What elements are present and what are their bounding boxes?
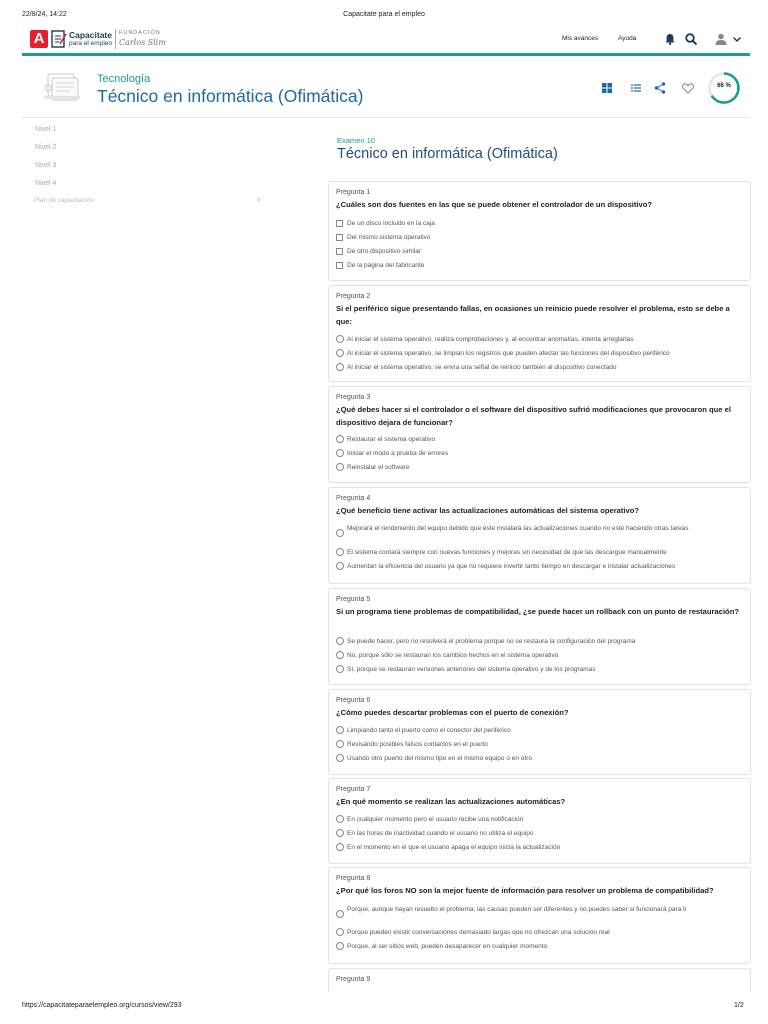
- question-text: ¿Cómo puedes descartar problemas con el puerto de conexión?: [336, 708, 569, 717]
- sidebar-item-level-3[interactable]: Nivel 3: [35, 162, 57, 169]
- foundation-label: FUNDACIÓN: [119, 30, 161, 36]
- radio-button[interactable]: [336, 726, 344, 734]
- answer-option[interactable]: Del mismo sistema operativo: [336, 233, 744, 243]
- brand-name: Capacitate: [69, 30, 112, 40]
- radio-button[interactable]: [336, 449, 344, 457]
- radio-button[interactable]: [336, 815, 344, 823]
- answer-option[interactable]: De la página del fabricante: [336, 261, 744, 271]
- question-number: Pregunta 3: [336, 394, 371, 401]
- help-link[interactable]: Ayuda: [618, 35, 637, 42]
- radio-button[interactable]: [336, 928, 344, 936]
- question-text: Si el periférico sigue presentando fallas, en ocasiones un reinicio puede resolver el problema, esto se debe a que:: [336, 304, 730, 326]
- question-card: [328, 968, 751, 992]
- question-number: Pregunta 8: [336, 875, 371, 882]
- answer-option[interactable]: Reinstalar el software: [336, 463, 744, 473]
- radio-button[interactable]: [336, 651, 344, 659]
- question-text: Si un programa tiene problemas de compatibilidad, ¿se puede hacer un rollback con un punto de restauración?: [336, 607, 739, 616]
- checkbox[interactable]: [336, 220, 343, 227]
- radio-button[interactable]: [336, 942, 344, 950]
- radio-button[interactable]: [336, 910, 344, 918]
- question-text: ¿Por qué los foros NO son la mejor fuente de información para resolver un problema de compatibilidad?: [336, 886, 714, 895]
- sidebar-item-level-1[interactable]: Nivel 1: [35, 126, 57, 133]
- checkbox[interactable]: [336, 248, 343, 255]
- question-text: ¿Qué beneficio tiene activar las actualizaciones automáticas del sistema operativo?: [336, 506, 640, 515]
- course-header: [22, 64, 750, 118]
- question-card: [328, 588, 751, 685]
- answer-option[interactable]: Revisando posibles falsos contactos en el puerto: [336, 740, 744, 750]
- answer-option[interactable]: En las horas de inactividad cuando el usuario no utiliza el equipo: [336, 829, 744, 839]
- user-icon[interactable]: [714, 32, 728, 46]
- grid-view-icon[interactable]: [600, 81, 614, 95]
- answer-option[interactable]: Aumentan la eficiencia del usuario ya que no requiere invertir tanto tiempo en descargar e instalar actualizaciones: [336, 562, 744, 572]
- print-page-number: 1/2: [734, 1002, 744, 1009]
- answer-option[interactable]: Al iniciar el sistema operativo, se envía una señal de reinicio también al dispositivo conectado: [336, 363, 744, 373]
- question-number: Pregunta 9: [336, 976, 371, 983]
- print-header: [0, 11, 768, 23]
- print-date: 22/8/24, 14:22: [22, 11, 67, 18]
- answer-option[interactable]: Sí, porque se restauran versiones anteriores del sistema operativo y de los programas: [336, 665, 744, 675]
- checkbox[interactable]: [336, 262, 343, 269]
- question-text: ¿Cuáles son dos fuentes en las que se puede obtener el controlador de un dispositivo?: [336, 200, 653, 209]
- question-card: [328, 867, 751, 964]
- radio-button[interactable]: [336, 843, 344, 851]
- question-card: [328, 778, 751, 864]
- answer-option[interactable]: Porque, al ser sitios web, pueden desaparecer en cualquier momento: [336, 942, 744, 952]
- question-number: Pregunta 4: [336, 495, 371, 502]
- sidebar-item-level-2[interactable]: Nivel 2: [35, 144, 57, 151]
- bell-icon[interactable]: [663, 32, 677, 46]
- radio-button[interactable]: [336, 363, 344, 371]
- document-icon: [51, 30, 67, 48]
- header-accent-bar: [22, 53, 750, 56]
- answer-option[interactable]: Usando otro puerto del mismo tipo en el mismo equipo o en otro: [336, 754, 744, 764]
- question-number: Pregunta 7: [336, 786, 371, 793]
- question-card: [328, 689, 751, 775]
- radio-button[interactable]: [336, 829, 344, 837]
- question-number: Pregunta 1: [336, 189, 371, 196]
- radio-button[interactable]: [336, 637, 344, 645]
- radio-button[interactable]: [336, 562, 344, 570]
- answer-option[interactable]: De un disco incluido en la caja: [336, 219, 744, 229]
- answer-option[interactable]: Al iniciar el sistema operativo, realiza comprobaciones y, al encontrar anomalías, intenta arreglarlas: [336, 335, 744, 345]
- course-title: Técnico en informática (Ofimática): [97, 86, 364, 106]
- question-text: ¿En qué momento se realizan las actualizaciones automáticas?: [336, 797, 566, 806]
- share-icon[interactable]: [653, 81, 667, 95]
- answer-option[interactable]: En cualquier momento pero el usuario recibe una notificación: [336, 815, 744, 825]
- answer-option[interactable]: Limpiando tanto el puerto como el conector del periférico: [336, 726, 744, 736]
- course-category: Tecnología: [97, 73, 151, 85]
- list-view-icon[interactable]: [629, 81, 643, 95]
- heart-icon[interactable]: [681, 81, 695, 95]
- exam-title: Técnico en informática (Ofimática): [337, 146, 558, 162]
- answer-option[interactable]: En el momento en el que el usuario apaga el equipo inicia la actualización: [336, 843, 744, 853]
- chevron-down-icon[interactable]: [730, 32, 744, 46]
- top-navbar: [22, 26, 750, 54]
- question-text: ¿Qué debes hacer si el controlador o el software del dispositivo sufrió modificaciones que provocaron que el dispositivo dejara de funcionar?: [336, 405, 731, 427]
- answer-option[interactable]: Porque pueden existir conversaciones demasiado largas que no ofrezcan una solución real: [336, 928, 744, 938]
- radio-button[interactable]: [336, 665, 344, 673]
- answer-option[interactable]: Mejorará el rendimiento del equipo debido que éste instalará las actualizaciones cuando no esté haciendo otras tareas: [336, 524, 744, 534]
- answer-option[interactable]: Al iniciar el sistema operativo, se limpian los registros que pueden afectar las funciones del dispositivo periférico: [336, 349, 744, 359]
- question-number: Pregunta 5: [336, 596, 371, 603]
- print-url: https://capacitateparaelempleo.org/cursos/view/293: [22, 1002, 182, 1009]
- brand-logo[interactable]: A: [30, 30, 48, 48]
- question-number: Pregunta 6: [336, 697, 371, 704]
- exam-label: Examen 10: [337, 136, 375, 145]
- course-header-divider: [22, 117, 750, 118]
- checkbox[interactable]: [336, 234, 343, 241]
- answer-option[interactable]: Porque, aunque hayan resuelto el problema, las causas pueden ser diferentes y no puedes saber si funcionará para ti: [336, 905, 744, 915]
- radio-button[interactable]: [336, 463, 344, 471]
- answer-option[interactable]: De otro dispositivo similar: [336, 247, 744, 257]
- chevron-right-icon[interactable]: ›: [257, 194, 261, 205]
- answer-option[interactable]: Se puede hacer, pero no resolverá el problema porque no se restaura la configuración del programa: [336, 637, 744, 647]
- radio-button[interactable]: [336, 740, 344, 748]
- question-card: [328, 487, 751, 584]
- question-card: [328, 386, 751, 483]
- course-illustration-icon: [42, 70, 82, 108]
- sidebar-item-training-plan[interactable]: Plan de capacitación: [34, 197, 94, 204]
- answer-option[interactable]: El sistema contará siempre con nuevas funciones y mejoras sin necesidad de que las descargue manualmente: [336, 548, 744, 558]
- radio-button[interactable]: [336, 435, 344, 443]
- course-progress-label: 66 %: [717, 83, 731, 89]
- question-number: Pregunta 2: [336, 293, 371, 300]
- logo-divider: [115, 29, 116, 49]
- radio-button[interactable]: [336, 529, 344, 537]
- foundation-name: Carlos Slim: [119, 38, 166, 47]
- radio-button[interactable]: [336, 335, 344, 343]
- radio-button[interactable]: [336, 548, 344, 556]
- answer-option[interactable]: Iniciar el modo a prueba de errores: [336, 449, 744, 459]
- brand-tagline: para el empleo: [69, 40, 112, 47]
- answer-option[interactable]: No, porque sólo se restauran los cambios hechos en el sistema operativo: [336, 651, 744, 661]
- print-title: Capacitate para el empleo: [343, 11, 425, 18]
- question-card: [328, 181, 751, 281]
- radio-button[interactable]: [336, 754, 344, 762]
- my-progress-link[interactable]: Mis avances: [562, 35, 599, 42]
- radio-button[interactable]: [336, 349, 344, 357]
- search-icon[interactable]: [684, 32, 698, 46]
- question-card: [328, 285, 751, 382]
- sidebar-item-level-4[interactable]: Nivel 4: [35, 180, 57, 187]
- answer-option[interactable]: Restaurar el sistema operativo: [336, 435, 744, 445]
